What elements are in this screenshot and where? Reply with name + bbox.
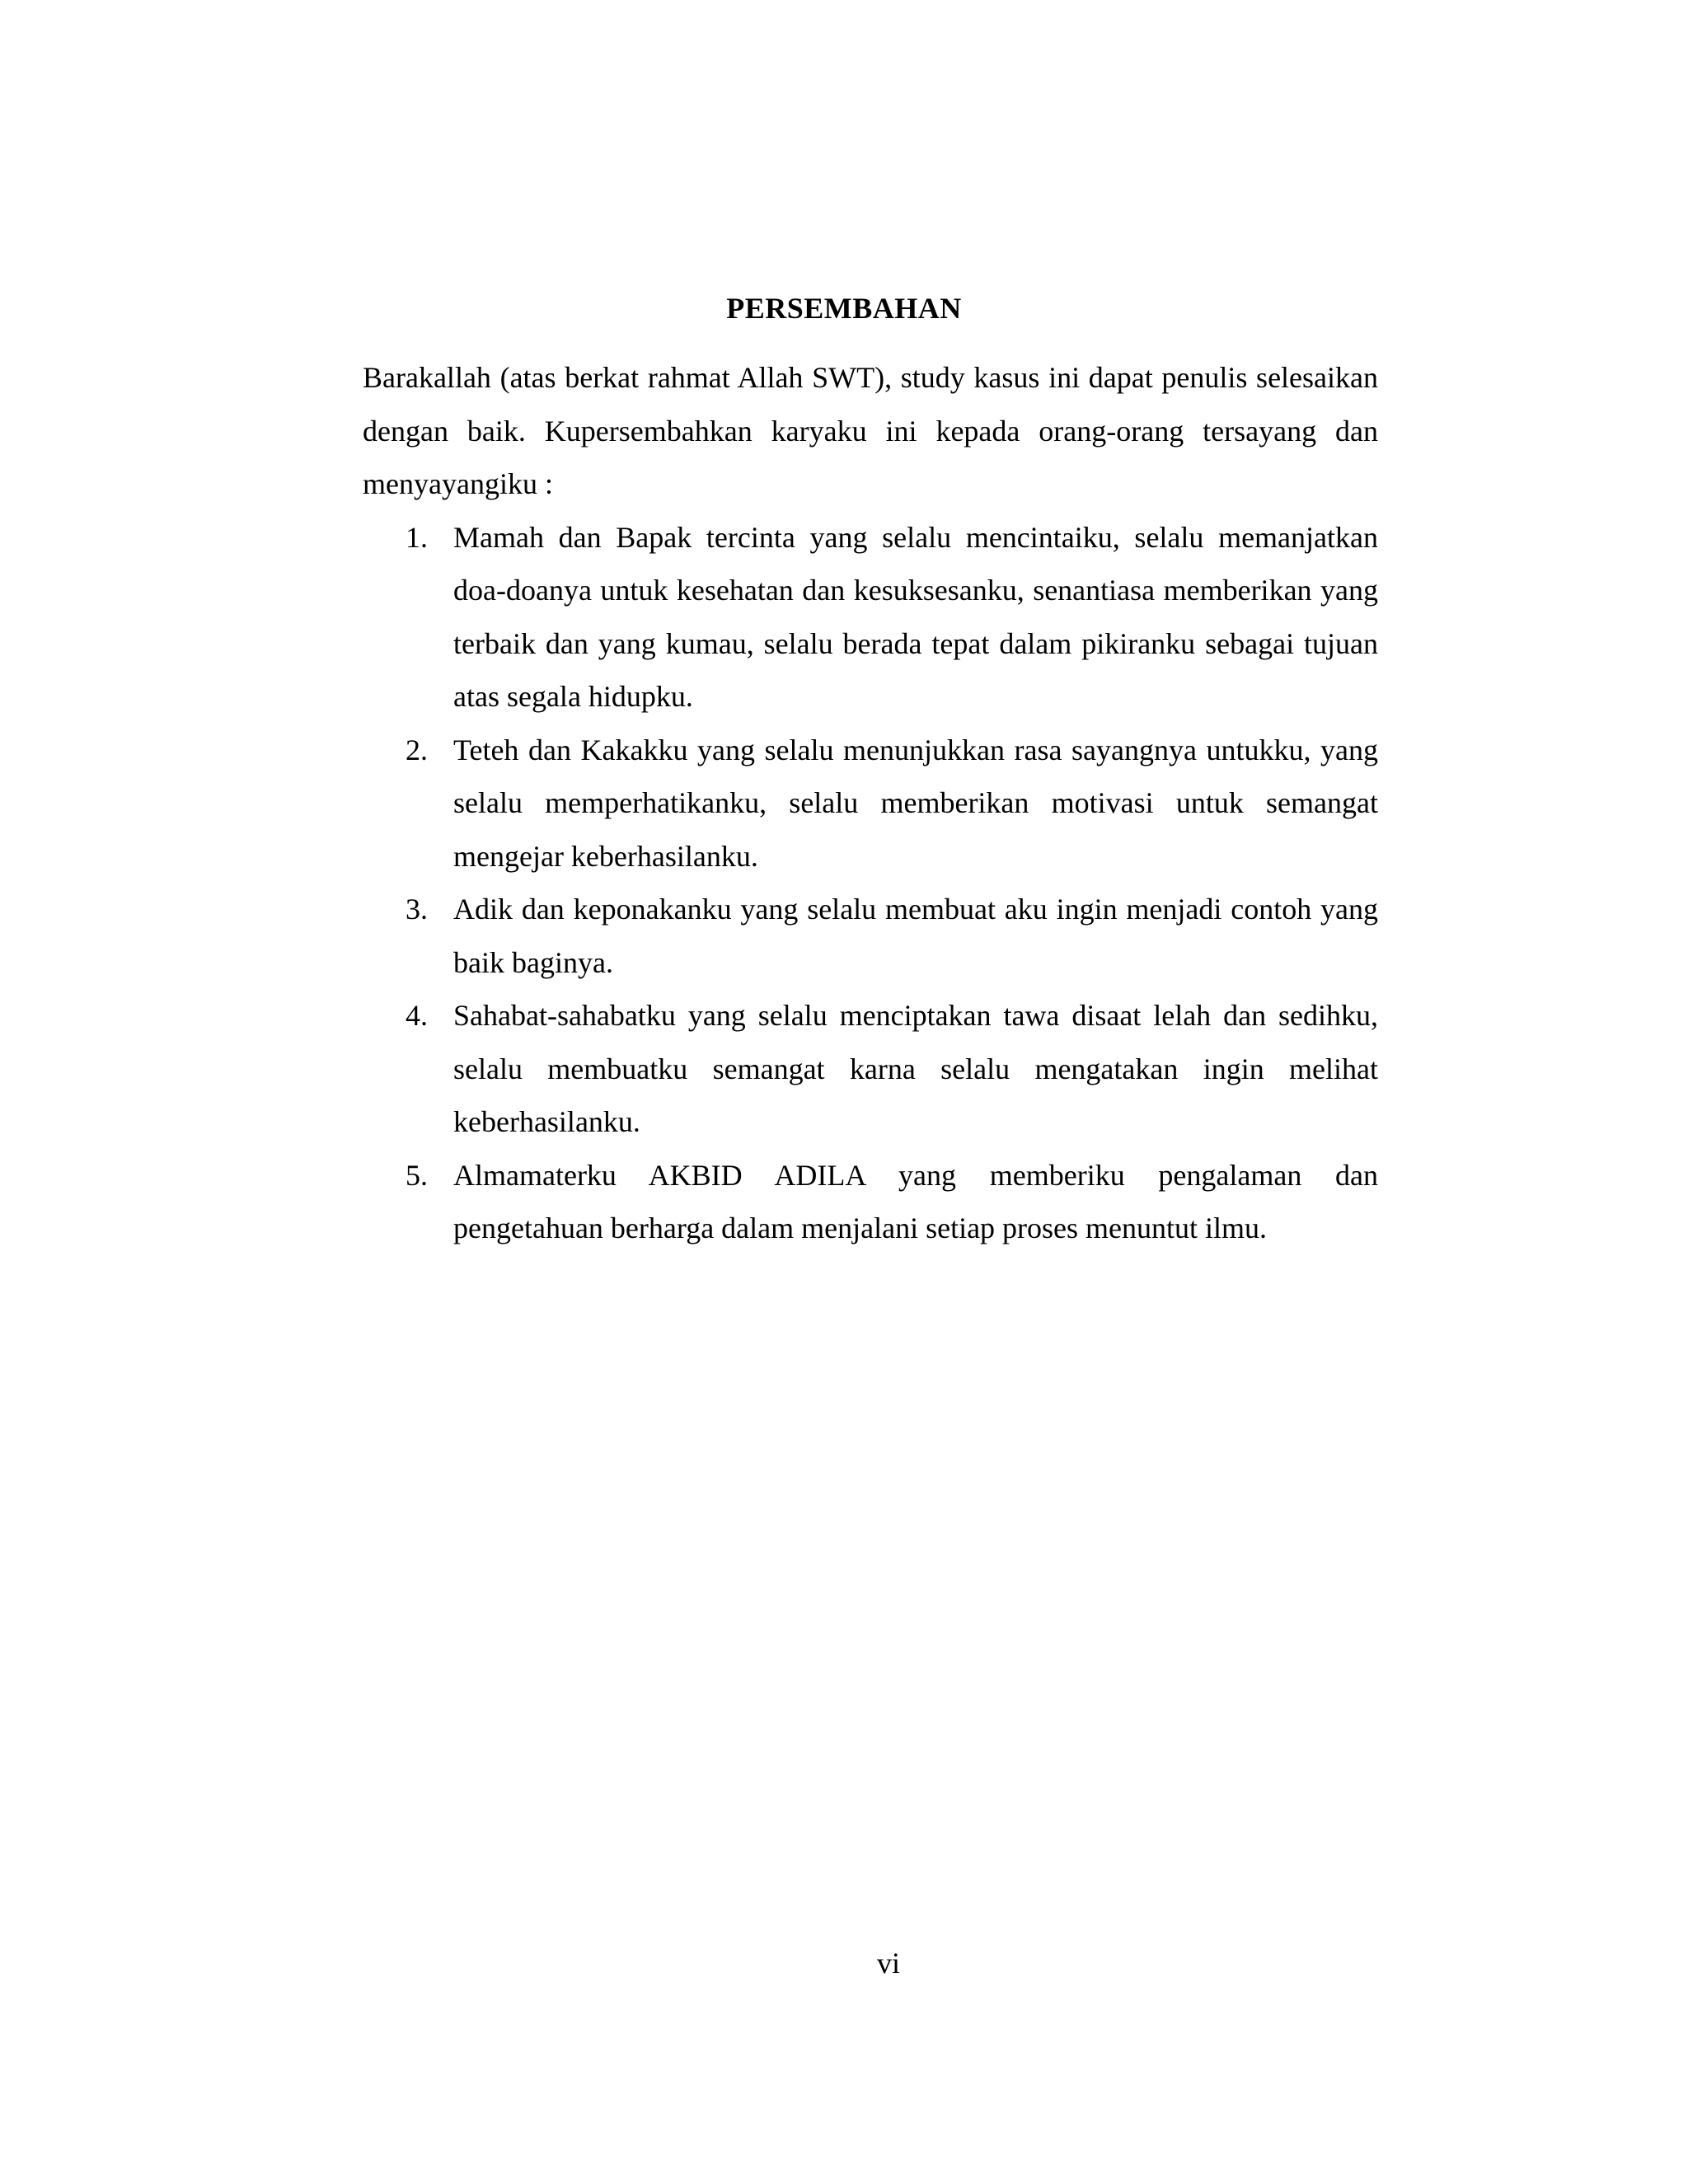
list-item-text: Sahabat-sahabatku yang selalu menciptakan tawa disaat lelah dan sedihku, selalu membuatku semangat karna selalu mengatakan ingin melihat keberhasilanku.: [453, 999, 1378, 1138]
page-title: PERSEMBAHAN: [726, 292, 962, 325]
list-item: [363, 883, 1378, 989]
list-item-number: 1.: [406, 520, 428, 554]
list-item-number: 4.: [406, 999, 428, 1032]
list-item: [363, 989, 1378, 1149]
list-item: [363, 1149, 1378, 1255]
dedication-list: [363, 511, 1378, 1255]
list-item: [363, 724, 1378, 883]
dedication-body: [363, 351, 1378, 1255]
list-item-number: 2.: [406, 733, 428, 766]
list-item-text: Adik dan keponakanku yang selalu membuat aku ingin menjadi contoh yang baik baginya.: [453, 893, 1378, 979]
list-item-number: 3.: [406, 893, 428, 926]
list-item-text: Almamaterku AKBID ADILA yang memberiku pengalaman dan pengetahuan berharga dalam menjalani setiap proses menuntut ilmu.: [453, 1158, 1378, 1244]
list-item-text: Teteh dan Kakakku yang selalu menunjukkan rasa sayangnya untukku, yang selalu memperhatikanku, selalu memberikan motivasi untuk semangat mengejar keberhasilanku.: [453, 733, 1378, 873]
list-item-number: 5.: [406, 1158, 428, 1192]
list-item-text: Mamah dan Bapak tercinta yang selalu mencintaiku, selalu memanjatkan doa-doanya untuk kesehatan dan kesuksesanku, senantiasa memberikan yang terbaik dan yang kumau, selalu berada tepat dalam pikiranku sebagai tujuan atas segala hidupku.: [453, 520, 1378, 713]
intro-paragraph: Barakallah (atas berkat rahmat Allah SWT), study kasus ini dapat penulis selesaikan dengan baik. Kupersembahkan karyaku ini kepada orang-orang tersayang dan menyayangiku :: [363, 361, 1378, 500]
page-number: vi: [876, 1947, 900, 1980]
list-item: [363, 511, 1378, 724]
